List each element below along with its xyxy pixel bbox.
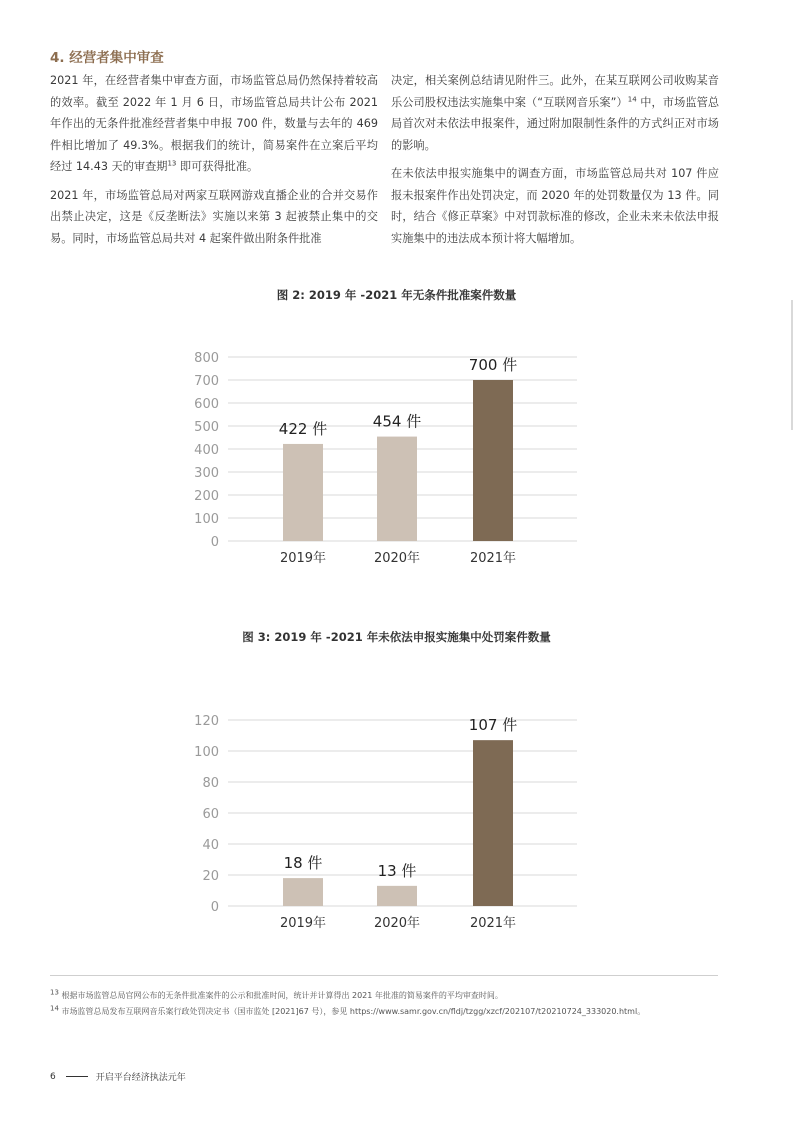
x-tick-label: 2019年 <box>279 916 327 931</box>
y-tick-label: 700 <box>194 374 219 389</box>
left-column <box>50 70 378 256</box>
y-tick-label: 100 <box>194 512 219 527</box>
figure-2-caption: 图 2: 2019 年 -2021 年无条件批准案件数量 <box>276 288 517 302</box>
y-tick-label: 0 <box>210 900 219 915</box>
data-label: 107 件 <box>468 716 518 735</box>
page-footer <box>50 1070 186 1083</box>
footnote-14: 14 市场监管总局发布互联网音乐案行政处罚决定书（国市监处 [2021]67 号），参见 https://www.samr.gov.cn/fldj/tzgg/xzcf/202107/t20210724_333020.html。 <box>50 1004 646 1016</box>
y-tick-label: 400 <box>194 443 219 458</box>
y-tick-label: 800 <box>194 351 219 366</box>
bar-2019年 <box>283 444 323 541</box>
left-paragraph-1: 2021 年，在经营者集中审查方面，市场监管总局仍然保持着较高的效率。截至 2022 年 1 月 6 日，市场监管总局共计公布 2021 年作出的无条件批准经营者集中申报 700 件，数量与去年的 469 件相比增加了 49.3%。根据我们的统计，简易案件在立案后平均经过 14.43 天的审查期$^{13}$ 即可获得批准。 <box>50 74 378 173</box>
data-label: 454 件 <box>372 412 422 431</box>
data-label: 13 件 <box>377 861 417 880</box>
page-number: 6 <box>50 1071 56 1082</box>
x-tick-label: 2021年 <box>469 916 517 931</box>
figure-3-caption: 图 3: 2019 年 -2021 年未依法申报实施集中处罚案件数量 <box>242 630 551 644</box>
data-label: 700 件 <box>468 356 518 374</box>
bar-2020年 <box>377 886 417 906</box>
footnote-ref-14[interactable]: 14 <box>627 94 637 103</box>
bar-2021年 <box>473 740 513 906</box>
footnote-ref-13[interactable]: 13 <box>167 159 177 168</box>
data-label: 422 件 <box>278 419 328 438</box>
right-paragraph-1: 决定，相关案例总结请见附件三。此外，在某互联网公司收购某音乐公司股权违法实施集中案（“互联网音乐案”）$^{14}$ 中，市场监管总局首次对未依法申报案件，通过附加限制性条件的方式纠正对市场的影响。 <box>391 74 720 152</box>
figure-3-chart <box>0 690 793 950</box>
y-tick-label: 200 <box>194 489 219 504</box>
footnotes <box>50 975 718 1020</box>
y-tick-label: 60 <box>202 807 219 822</box>
y-tick-label: 40 <box>202 838 219 853</box>
right-column <box>391 70 719 256</box>
x-tick-label: 2019年 <box>279 551 327 566</box>
x-tick-label: 2020年 <box>373 916 421 931</box>
bar-2020年 <box>377 437 417 541</box>
bar-2021年 <box>473 380 513 541</box>
y-tick-label: 600 <box>194 397 219 412</box>
footnote-13: 13 根据市场监管总局官网公布的无条件批准案件的公示和批准时间，统计并计算得出 2021 年批准的简易案件的平均审查时间。 <box>50 988 503 1000</box>
right-paragraph-2: 在未依法申报实施集中的调查方面，市场监管总局共对 107 件应报未报案件作出处罚决定，而 2020 年的处罚数量仅为 13 件。同时，结合《修正草案》中对罚款标准的修改，企业未来未依法申报实施集中的违法成本预计将大幅增加。 <box>391 167 719 245</box>
y-tick-label: 20 <box>202 869 219 884</box>
footer-title: 开启平台经济执法元年 <box>95 1073 186 1083</box>
y-tick-label: 100 <box>194 745 219 760</box>
y-tick-label: 80 <box>202 776 219 791</box>
x-tick-label: 2020年 <box>373 551 421 566</box>
y-tick-label: 0 <box>210 535 219 550</box>
figure-2-chart <box>0 330 793 590</box>
y-tick-label: 500 <box>194 420 219 435</box>
section-title: 4. 经营者集中审查 <box>50 50 164 66</box>
bar-2019年 <box>283 878 323 906</box>
y-tick-label: 300 <box>194 466 219 481</box>
footer-divider <box>66 1076 88 1077</box>
x-tick-label: 2021年 <box>469 551 517 566</box>
y-tick-label: 120 <box>194 714 219 729</box>
data-label: 18 件 <box>283 854 323 873</box>
left-paragraph-2: 2021 年，市场监管总局对两家互联网游戏直播企业的合并交易作出禁止决定，这是《反垄断法》实施以来第 3 起被禁止集中的交易。同时，市场监管总局共对 4 起案件做出附条件批准 <box>50 188 378 245</box>
